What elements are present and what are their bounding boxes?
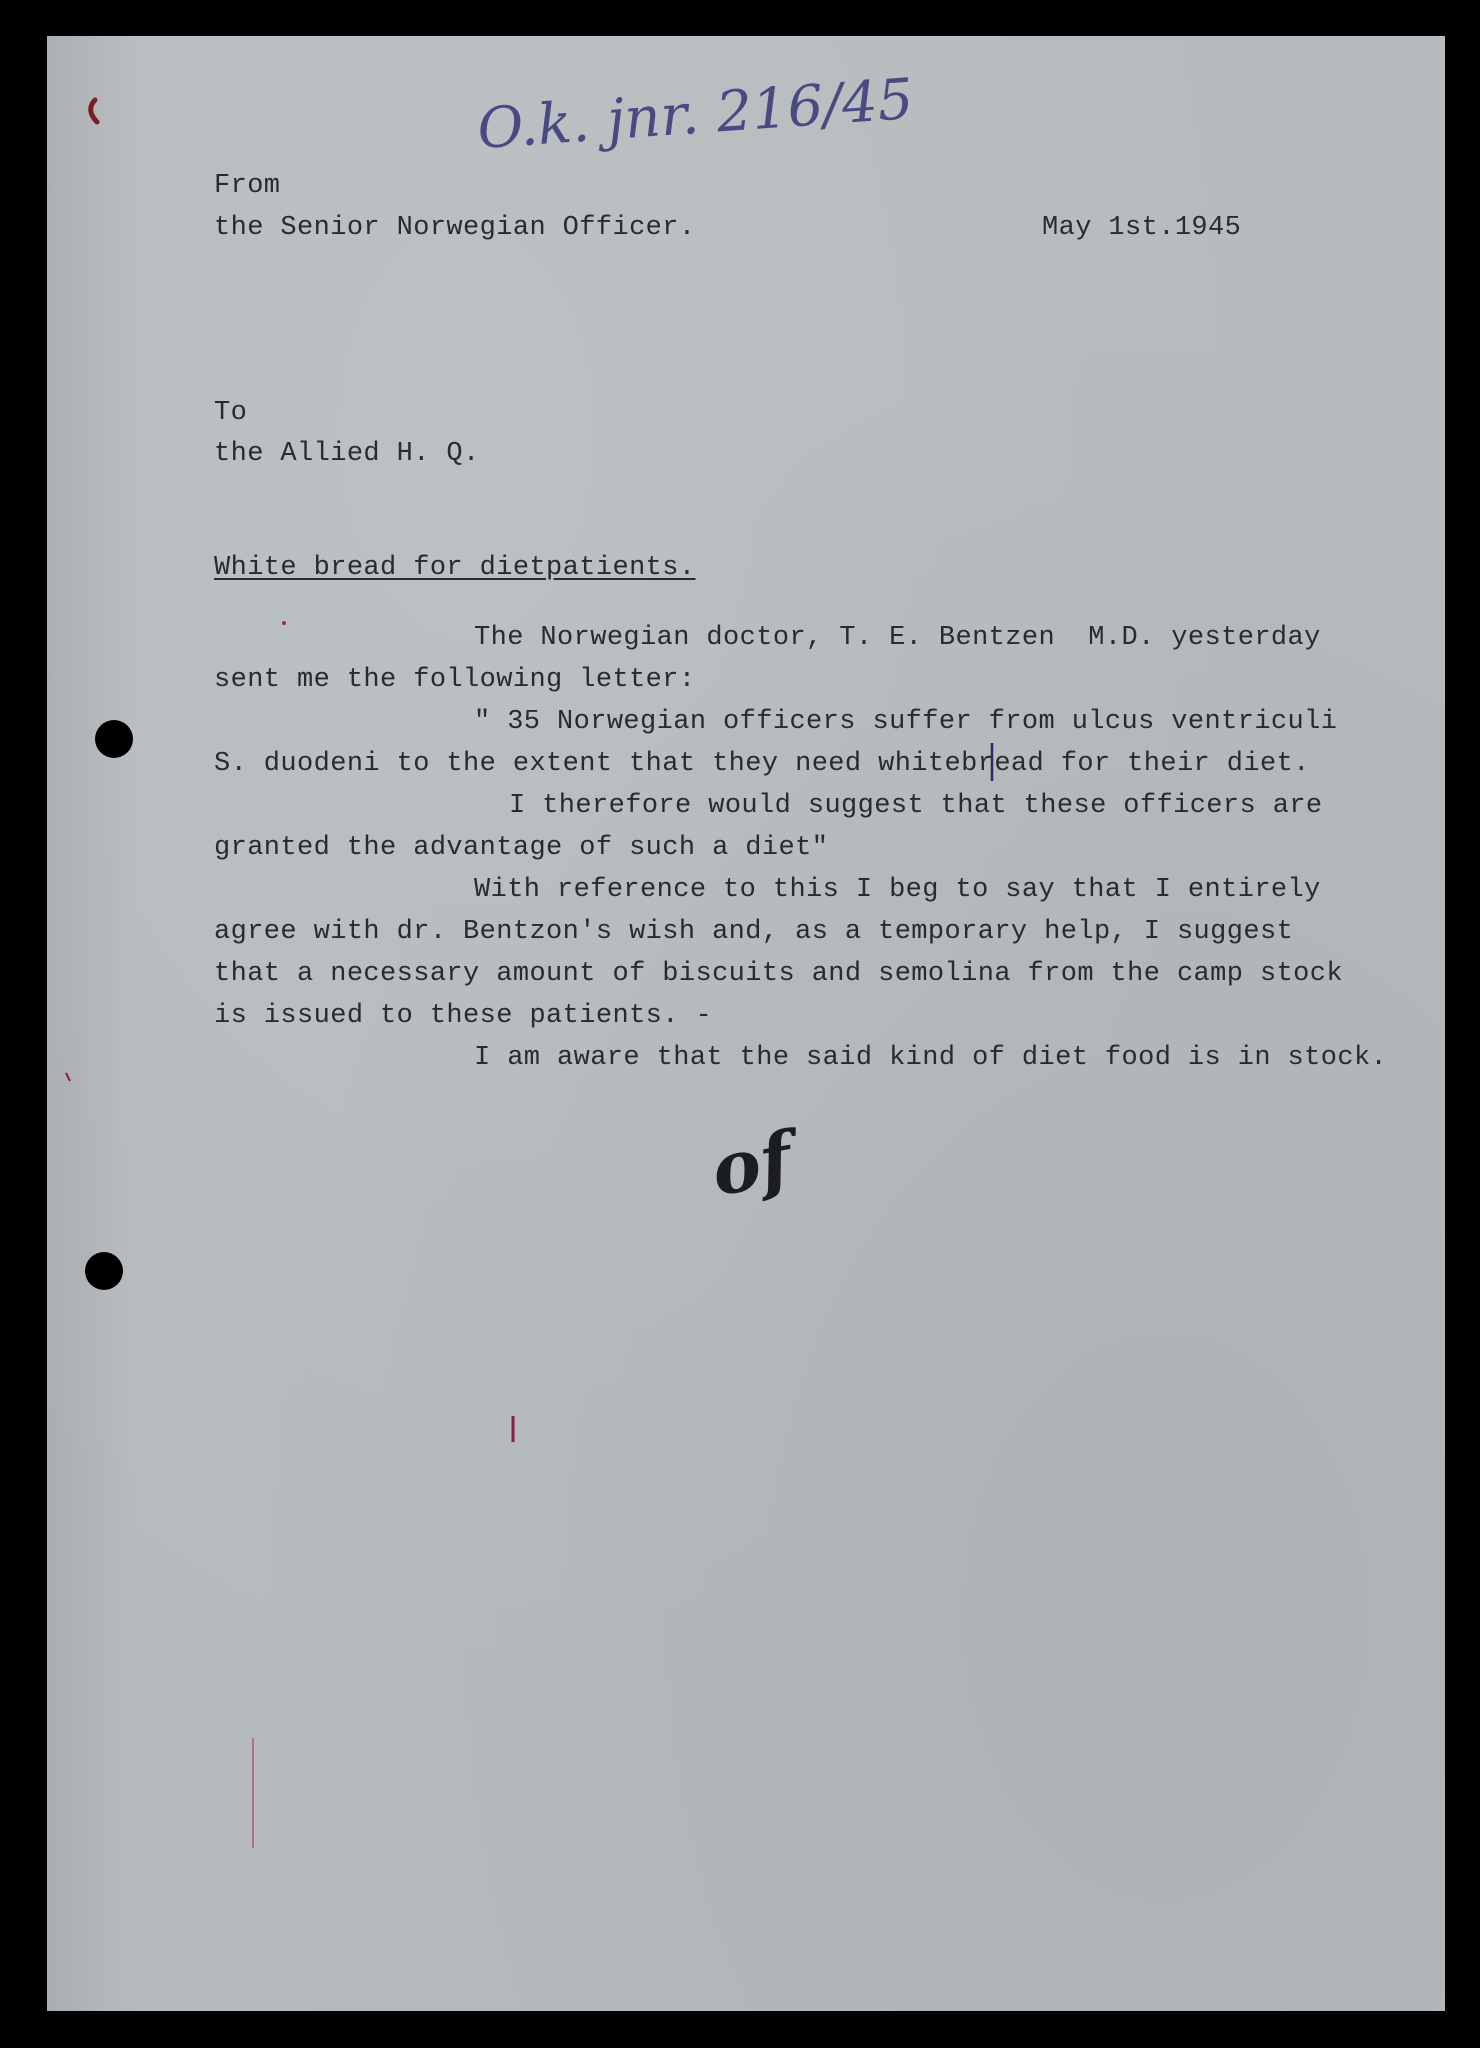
body-line: With reference to this I beg to say that I entirely (474, 875, 1321, 905)
pen-correction-mark (987, 741, 997, 783)
subject-line: White bread for dietpatients. (214, 553, 696, 583)
document-page (47, 36, 1445, 2011)
letter-date: May 1st.1945 (1042, 213, 1242, 243)
to-label: To (214, 398, 248, 428)
red-dot (64, 1072, 72, 1082)
body-line: S. duodeni to the extent that they need whitebread for their diet. (214, 749, 1310, 779)
body-line: granted the advantage of such a diet" (214, 833, 829, 863)
body-line: is issued to these patients. - (214, 1001, 713, 1031)
body-line: that a necessary amount of biscuits and semolina from the camp stock (214, 959, 1343, 989)
page-shading (47, 36, 137, 2011)
body-line: I therefore would suggest that these officers are (509, 791, 1323, 821)
punch-hole-top (95, 720, 133, 758)
body-line: agree with dr. Bentzon's wish and, as a temporary help, I suggest (214, 917, 1294, 947)
body-line: I am aware that the said kind of diet food is in stock. (474, 1043, 1388, 1073)
red-stray-mark (509, 1414, 517, 1444)
to-value: the Allied H. Q. (214, 439, 480, 469)
body-line: The Norwegian doctor, T. E. Bentzen M.D. yesterday (474, 623, 1321, 653)
journal-number-annotation: O.k. jnr. 216/45 (475, 66, 916, 163)
red-corner-mark (85, 96, 105, 126)
body-line: sent me the following letter: (214, 665, 696, 695)
body-line: " 35 Norwegian officers suffer from ulcus ventriculi (474, 707, 1338, 737)
red-margin-line (250, 1738, 256, 1848)
red-dot (281, 619, 287, 627)
from-value: the Senior Norwegian Officer. (214, 213, 696, 243)
punch-hole-bottom (85, 1252, 123, 1290)
from-label: From (214, 171, 281, 201)
signature-initials: of (705, 1114, 798, 1213)
